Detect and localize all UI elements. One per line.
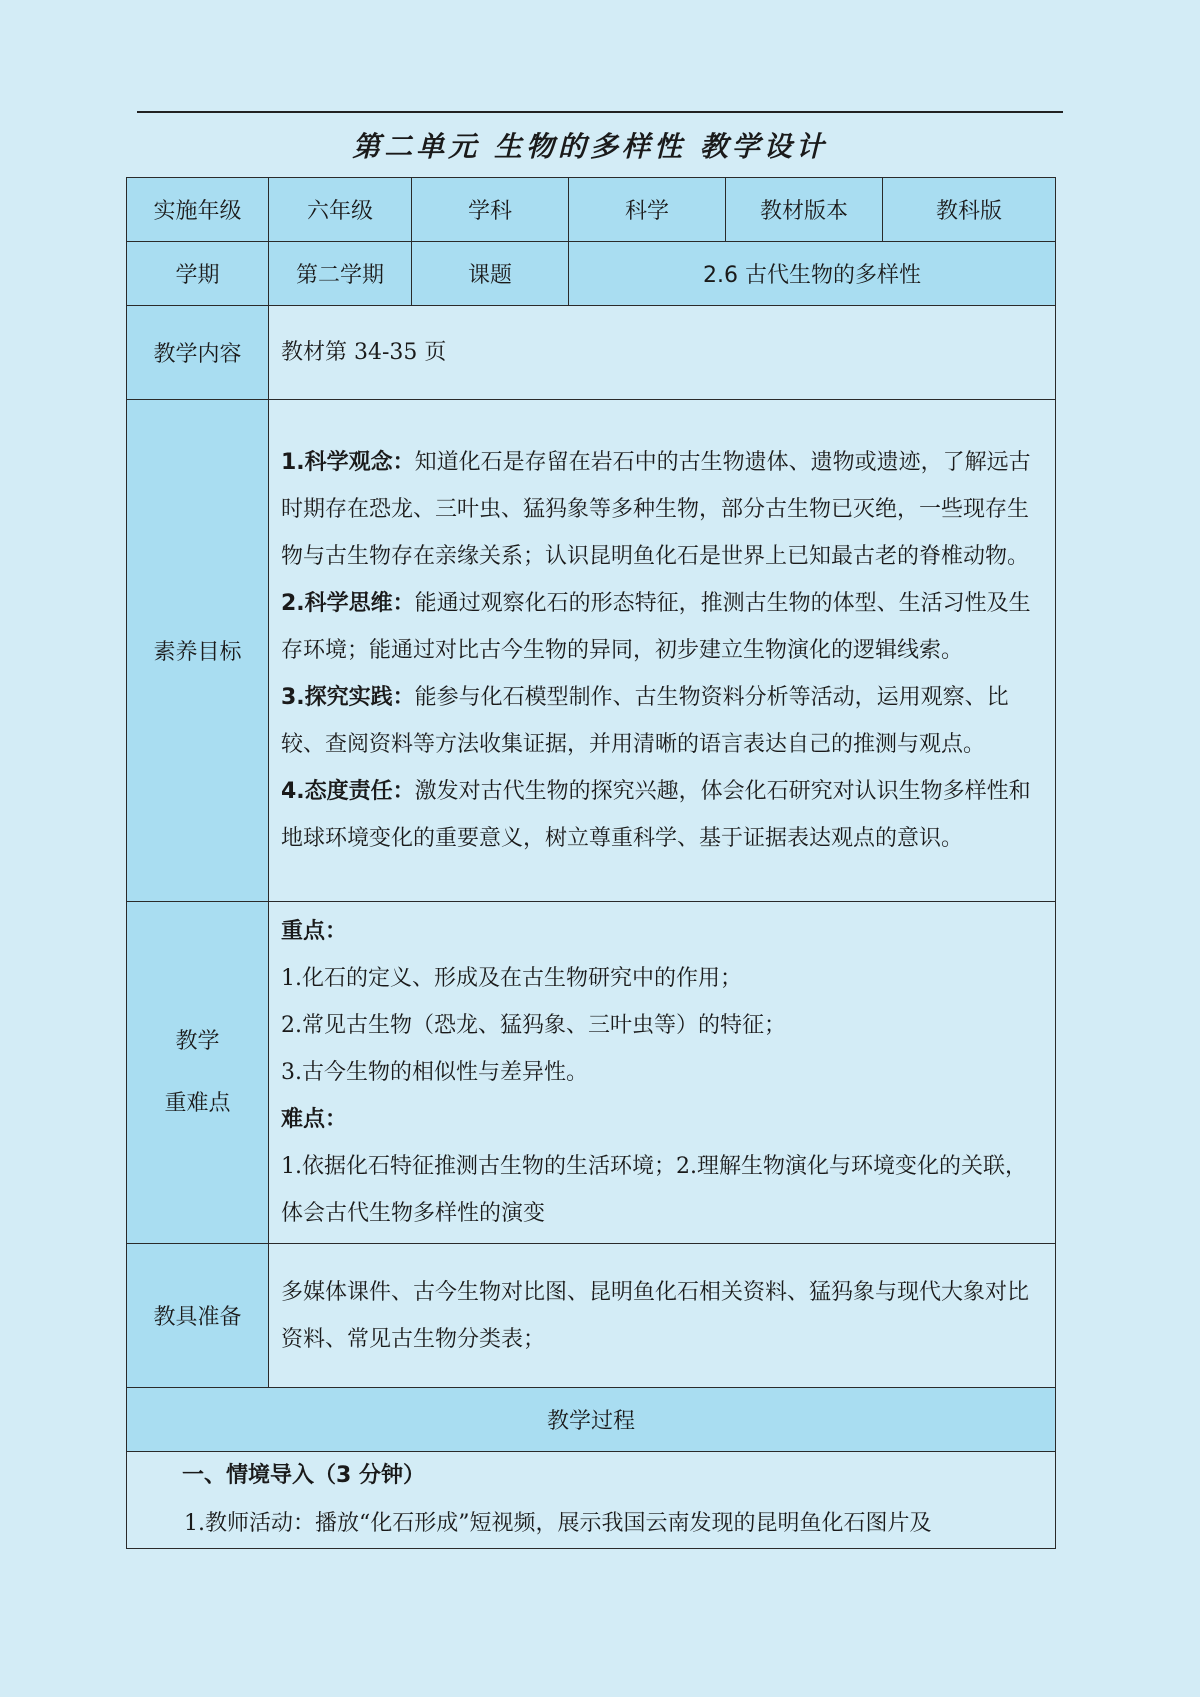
grade-value: 六年级: [269, 178, 412, 242]
process-section-text: 1.教师活动：播放“化石形成”短视频，展示我国云南发现的昆明鱼化石图片及: [184, 1511, 932, 1536]
term-label: 学期: [127, 242, 269, 306]
subject-value: 科学: [569, 178, 726, 242]
key-item: 1.化石的定义、形成及在古生物研究中的作用；: [281, 966, 742, 991]
document-title: 第二单元 生物的多样性 教学设计: [352, 130, 828, 163]
info-row-term: [127, 242, 1056, 306]
keypoints-label: [127, 902, 269, 1244]
lesson-plan-table: [126, 177, 1056, 1549]
edition-value: 教科版: [883, 178, 1056, 242]
term-value: 第二学期: [269, 242, 412, 306]
materials-text: 多媒体课件、古今生物对比图、昆明鱼化石相关资料、猛犸象与现代大象对比资料、常见古生物分类表；: [269, 1244, 1056, 1388]
grade-label: 实施年级: [127, 178, 269, 242]
header-rule: [137, 111, 1063, 113]
topic-value: 2.6 古代生物的多样性: [569, 242, 1056, 306]
process-heading: 教学过程: [127, 1388, 1056, 1452]
goal-title: 1.科学观念：: [281, 450, 415, 475]
process-body-row: [127, 1452, 1056, 1549]
goal-text: 能通过观察化石的形态特征，推测古生物的体型、生活习性及生存环境；能通过对比古今生物的异同，初步建立生物演化的逻辑线索。: [281, 591, 1031, 663]
diff-title: 难点：: [281, 1107, 348, 1132]
process-body: [127, 1452, 1056, 1549]
keypoints-label-line1: 教学: [175, 1028, 220, 1054]
keypoints-content: [269, 902, 1056, 1244]
goal-item: [281, 768, 1045, 862]
keypoints-row: [127, 902, 1056, 1244]
key-item: 3.古今生物的相似性与差异性。: [281, 1060, 588, 1085]
goals-content: [269, 400, 1056, 902]
goal-title: 2.科学思维：: [281, 591, 415, 616]
goal-text: 激发对古代生物的探究兴趣，体会化石研究对认识生物多样性和地球环境变化的重要意义，树立尊重科学、基于证据表达观点的意识。: [281, 779, 1031, 851]
key-item: 2.常见古生物（恐龙、猛犸象、三叶虫等）的特征；: [281, 1013, 786, 1038]
info-row-grade: [127, 178, 1056, 242]
content-row: [127, 306, 1056, 400]
materials-label: 教具准备: [127, 1244, 269, 1388]
subject-label: 学科: [412, 178, 569, 242]
process-section-title: 一、情境导入（3 分钟）: [182, 1463, 425, 1488]
goal-item: [281, 674, 1045, 768]
materials-row: [127, 1244, 1056, 1388]
goals-label: 素养目标: [127, 400, 269, 902]
diff-text: 1.依据化石特征推测古生物的生活环境；2.理解生物演化与环境变化的关联，体会古代生物多样性的演变: [281, 1154, 1027, 1226]
goal-item: [281, 580, 1045, 674]
keypoints-label-line2: 重难点: [164, 1090, 231, 1116]
goal-text: 知道化石是存留在岩石中的古生物遗体、遗物或遗迹，了解远古时期存在恐龙、三叶虫、猛犸象等多种生物，部分古生物已灭绝，一些现存生物与古生物存在亲缘关系；认识昆明鱼化石是世界上已知最古老的脊椎动物。: [281, 450, 1031, 569]
key-title: 重点：: [281, 919, 348, 944]
content-label: 教学内容: [127, 306, 269, 400]
goal-text: 能参与化石模型制作、古生物资料分析等活动，运用观察、比较、查阅资料等方法收集证据，并用清晰的语言表达自己的推测与观点。: [281, 685, 1009, 757]
goal-item: [281, 439, 1045, 580]
process-heading-row: [127, 1388, 1056, 1452]
goal-title: 4.态度责任：: [281, 779, 415, 804]
topic-label: 课题: [412, 242, 569, 306]
edition-label: 教材版本: [726, 178, 883, 242]
goal-title: 3.探究实践：: [281, 685, 415, 710]
goals-row: [127, 400, 1056, 902]
content-value: 教材第 34-35 页: [269, 306, 1056, 400]
